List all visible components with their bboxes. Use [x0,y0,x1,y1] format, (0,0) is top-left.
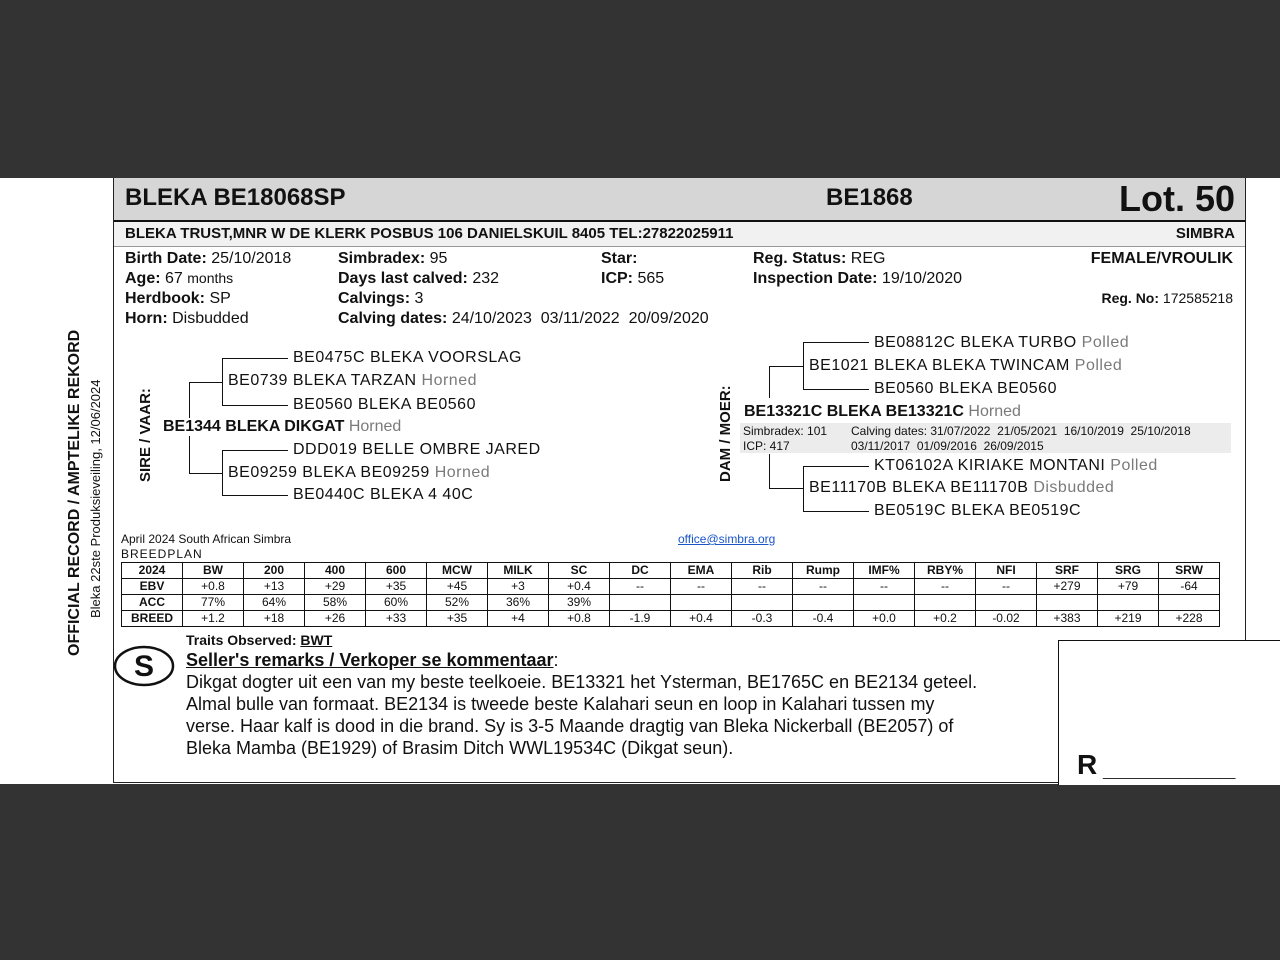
dam-sire-sire: BE08812C BLEKA TURBO Polled [874,334,1130,351]
col-header: 200 [244,563,305,579]
table-cell: 60% [366,595,427,611]
table-cell: -0.3 [732,611,793,627]
col-header: SRG [1098,563,1159,579]
table-cell: +0.2 [915,611,976,627]
dam-icp: ICP: 417 [743,439,790,453]
ebv-header-row [122,563,1220,579]
col-header: BW [183,563,244,579]
table-cell: +26 [305,611,366,627]
table-cell: +33 [366,611,427,627]
breed-label: SIMBRA [1175,225,1235,242]
dam-calving-dates-2: 03/11/2017 01/09/2016 26/09/2015 [851,439,1044,453]
table-cell: 52% [427,595,488,611]
traits-observed: Traits Observed: BWT [186,632,333,648]
sire-dam-sire: DDD019 BELLE OMBRE JARED [293,441,541,458]
table-cell: -- [915,579,976,595]
table-cell: 39% [549,595,610,611]
sire-main: BE1344 BLEKA DIKGAT Horned [163,418,402,435]
dam-sire-dam: BE0560 BLEKA BE0560 [874,380,1057,397]
animal-name: BLEKA BE18068SP [125,184,346,211]
dam-dam-dam: BE0519C BLEKA BE0519C [874,502,1082,519]
email-link[interactable]: office@simbra.org [678,532,776,546]
table-cell: -- [671,579,732,595]
table-cell: 64% [244,595,305,611]
table-cell: +79 [1098,579,1159,595]
table-cell [793,595,854,611]
sire-sire: BE0739 BLEKA TARZAN Horned [228,372,477,389]
owner-bar [114,222,1245,247]
dam-label: DAM / MOER: [717,385,734,482]
dam-tree-line [803,511,869,512]
sire-tree-line [222,358,288,359]
sex: FEMALE/VROULIK [1090,250,1233,267]
reg-number: Reg. No: 172585218 [1101,290,1233,306]
table-cell [976,595,1037,611]
table-cell: +279 [1037,579,1098,595]
table-cell: +1.2 [183,611,244,627]
table-cell: 36% [488,595,549,611]
dam-tree-line [769,366,770,398]
table-cell: 58% [305,595,366,611]
sire-tree-line [222,358,223,406]
table-cell: +0.8 [183,579,244,595]
col-header: 600 [366,563,427,579]
reg-code: BE1868 [826,184,913,211]
owner-details: BLEKA TRUST,MNR W DE KLERK POSBUS 106 DANIELSKUIL 8405 TEL:27822025911 [125,225,734,242]
table-cell: +383 [1037,611,1098,627]
table-cell [1037,595,1098,611]
dam-tree-line [803,389,869,390]
table-cell: +219 [1098,611,1159,627]
table-cell: -- [854,579,915,595]
row-label: BREED [122,611,183,627]
table-cell: +35 [366,579,427,595]
official-record-title: OFFICIAL RECORD / AMPTELIKE REKORD [66,329,83,656]
table-cell: -- [976,579,1037,595]
table-cell: -- [610,579,671,595]
table-cell [732,595,793,611]
sire-sire-sire: BE0475C BLEKA VOORSLAG [293,349,522,366]
table-cell: -64 [1159,579,1220,595]
dam-main: BE13321C BLEKA BE13321C Horned [744,403,1021,420]
sire-dam: BE09259 BLEKA BE09259 Horned [228,464,491,481]
table-cell: +45 [427,579,488,595]
table-cell: +29 [305,579,366,595]
table-cell: +3 [488,579,549,595]
dam-tree-line [803,466,804,512]
row-label: EBV [122,579,183,595]
table-cell: 77% [183,595,244,611]
table-cell [915,595,976,611]
auction-subtitle: Bleka 22ste Produksieveiling, 12/06/2024 [88,379,103,618]
col-header: DC [610,563,671,579]
table-cell [610,595,671,611]
table-cell: -- [732,579,793,595]
sire-tree-line [222,450,223,496]
col-header: EMA [671,563,732,579]
dam-tree-line [769,366,803,367]
remarks-line-2: Almal bulle van formaat. BE2134 is tweede beste Kalahari seun en loop in Kalahari tussen my [186,694,935,714]
col-header: Rib [732,563,793,579]
sire-tree-line [222,450,288,451]
calvings: Calvings: 3 [338,290,424,307]
col-header: SRF [1037,563,1098,579]
simbradex: Simbradex: 95 [338,250,448,267]
table-cell: -- [793,579,854,595]
col-header: SC [549,563,610,579]
sire-tree-line [222,405,288,406]
ebv-row [122,579,1220,595]
age: Age: 67 months [125,270,234,287]
breedplan-source: April 2024 South African Simbra [121,532,292,546]
dam-tree-line [803,466,869,467]
sire-sire-dam: BE0560 BLEKA BE0560 [293,396,476,413]
ebv-table [121,562,1220,627]
table-cell: +0.8 [549,611,610,627]
remarks-line-4: Bleka Mamba (BE1929) of Brasim Ditch WWL19534C (Dikgat seun). [186,738,734,758]
price-box [1058,640,1280,785]
table-cell: -0.4 [793,611,854,627]
reg-status: Reg. Status: REG [753,250,886,267]
days-last-calved: Days last calved: 232 [338,270,500,287]
col-header: RBY% [915,563,976,579]
table-cell [1098,595,1159,611]
sire-dam-dam: BE0440C BLEKA 4 40C [293,486,474,503]
breedplan-name: BREEDPLAN [121,547,203,561]
remarks-line-1: Dikgat dogter uit een van my beste teelkoeie. BE13321 het Ysterman, BE1765C en BE2134 geteel. [186,672,978,692]
dam-tree-line [803,342,804,390]
col-header: MILK [488,563,549,579]
calving-dates: Calving dates: 24/10/2023 03/11/2022 20/09/2020 [338,310,709,327]
col-header: Rump [793,563,854,579]
table-cell: +0.4 [549,579,610,595]
col-header: MCW [427,563,488,579]
svg-text:S: S [133,650,155,683]
dam-dam-sire: KT06102A KIRIAKE MONTANI Polled [874,457,1158,474]
col-header: 2024 [122,563,183,579]
dam-tree-line [769,488,803,489]
table-cell: +228 [1159,611,1220,627]
table-cell: +4 [488,611,549,627]
remarks-title: Seller's remarks / Verkoper se kommentaar: [186,650,559,670]
herdbook: Herdbook: SP [125,290,231,307]
birth-date: Birth Date: 25/10/2018 [125,250,292,267]
col-header: SRW [1159,563,1220,579]
dam-tree-line [769,454,770,488]
currency-label: R [1077,749,1098,780]
lot-number: Lot. 50 [1118,178,1235,219]
dam-calving-dates: Calving dates: 31/07/2022 21/05/2021 16/10/2019 25/10/2018 [851,424,1191,438]
dam-simbradex: Simbradex: 101 [743,424,828,438]
lot-header [114,178,1245,222]
icp: ICP: 565 [601,270,665,287]
col-header: NFI [976,563,1037,579]
table-cell [854,595,915,611]
star: Star: [601,250,638,267]
table-cell: +0.0 [854,611,915,627]
dam-sire: BE1021 BLEKA BLEKA TWINCAM Polled [809,357,1123,374]
acc-row [122,595,1220,611]
table-cell: +13 [244,579,305,595]
table-cell: +18 [244,611,305,627]
remarks-line-3: verse. Haar kalf is dood in die brand. Sy is 3-5 Maande dragtig van Bleka Nickerball (BE2057) of [186,716,954,736]
dam-tree-line [803,342,869,343]
table-cell: +0.4 [671,611,732,627]
dam-dam: BE11170B BLEKA BE11170B Disbudded [809,479,1115,496]
table-cell: -0.02 [976,611,1037,627]
inspection-date: Inspection Date: 19/10/2020 [753,270,962,287]
simbra-logo-icon [113,640,177,690]
sire-tree-line [189,382,222,383]
sire-tree-line [222,495,288,496]
catalogue-page [0,178,1280,784]
breed-row [122,611,1220,627]
table-cell: +35 [427,611,488,627]
table-cell: -1.9 [610,611,671,627]
sire-label: SIRE / VAAR: [137,388,154,482]
price-blank-line[interactable]: _________________ [1103,763,1236,779]
row-label: ACC [122,595,183,611]
horn-status: Horn: Disbudded [125,310,249,327]
table-cell [1159,595,1220,611]
col-header: IMF% [854,563,915,579]
col-header: 400 [305,563,366,579]
sire-tree-line [189,473,222,474]
table-cell [671,595,732,611]
